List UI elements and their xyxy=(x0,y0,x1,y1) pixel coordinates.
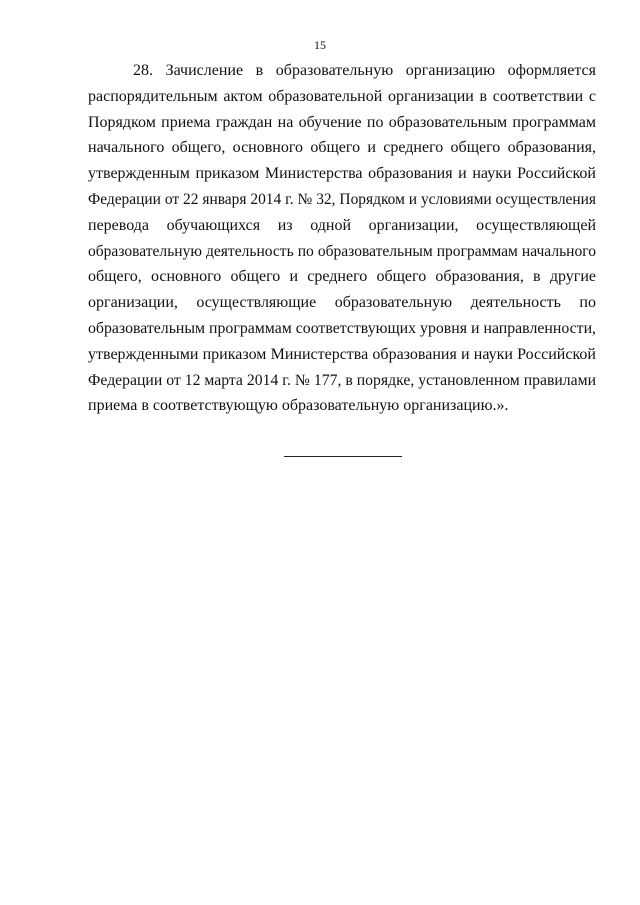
paragraph-line: перевода обучающихся из одной организации, осуществляющей xyxy=(88,216,596,234)
closing-rule xyxy=(284,456,402,457)
paragraph-line: организации, осуществляющие образовательную деятельность по xyxy=(88,294,596,312)
paragraph-line: Порядком приема граждан на обучение по образовательным программам xyxy=(88,113,596,131)
page-number: 15 xyxy=(314,38,326,52)
paragraph-line: 28. Зачисление в образовательную организацию оформляется xyxy=(133,62,596,79)
paragraph-line: Федерации от 12 марта 2014 г. № 177, в порядке, установленном правилами xyxy=(88,371,596,389)
paragraph-line: утвержденным приказом Министерства образования и науки Российской xyxy=(88,165,596,183)
paragraph-line: распорядительным актом образовательной организации в соответствии с xyxy=(88,87,596,105)
paragraph-line: утвержденными приказом Министерства образования и науки Российской xyxy=(88,345,596,363)
paragraph-line: Федерации от 22 января 2014 г. № 32, Порядком и условиями осуществления xyxy=(88,190,596,208)
paragraph-28 xyxy=(88,58,596,419)
paragraph-line: образовательным программам соответствующих уровня и направленности, xyxy=(88,319,596,337)
paragraph-line-last: приема в соответствующую образовательную организацию.». xyxy=(88,397,509,415)
paragraph-line: образовательную деятельность по образовательным программам начального xyxy=(88,242,596,260)
paragraph-line: начального общего, основного общего и среднего общего образования, xyxy=(88,139,596,157)
paragraph-line: общего, основного общего и среднего общего образования, в другие xyxy=(88,268,596,286)
